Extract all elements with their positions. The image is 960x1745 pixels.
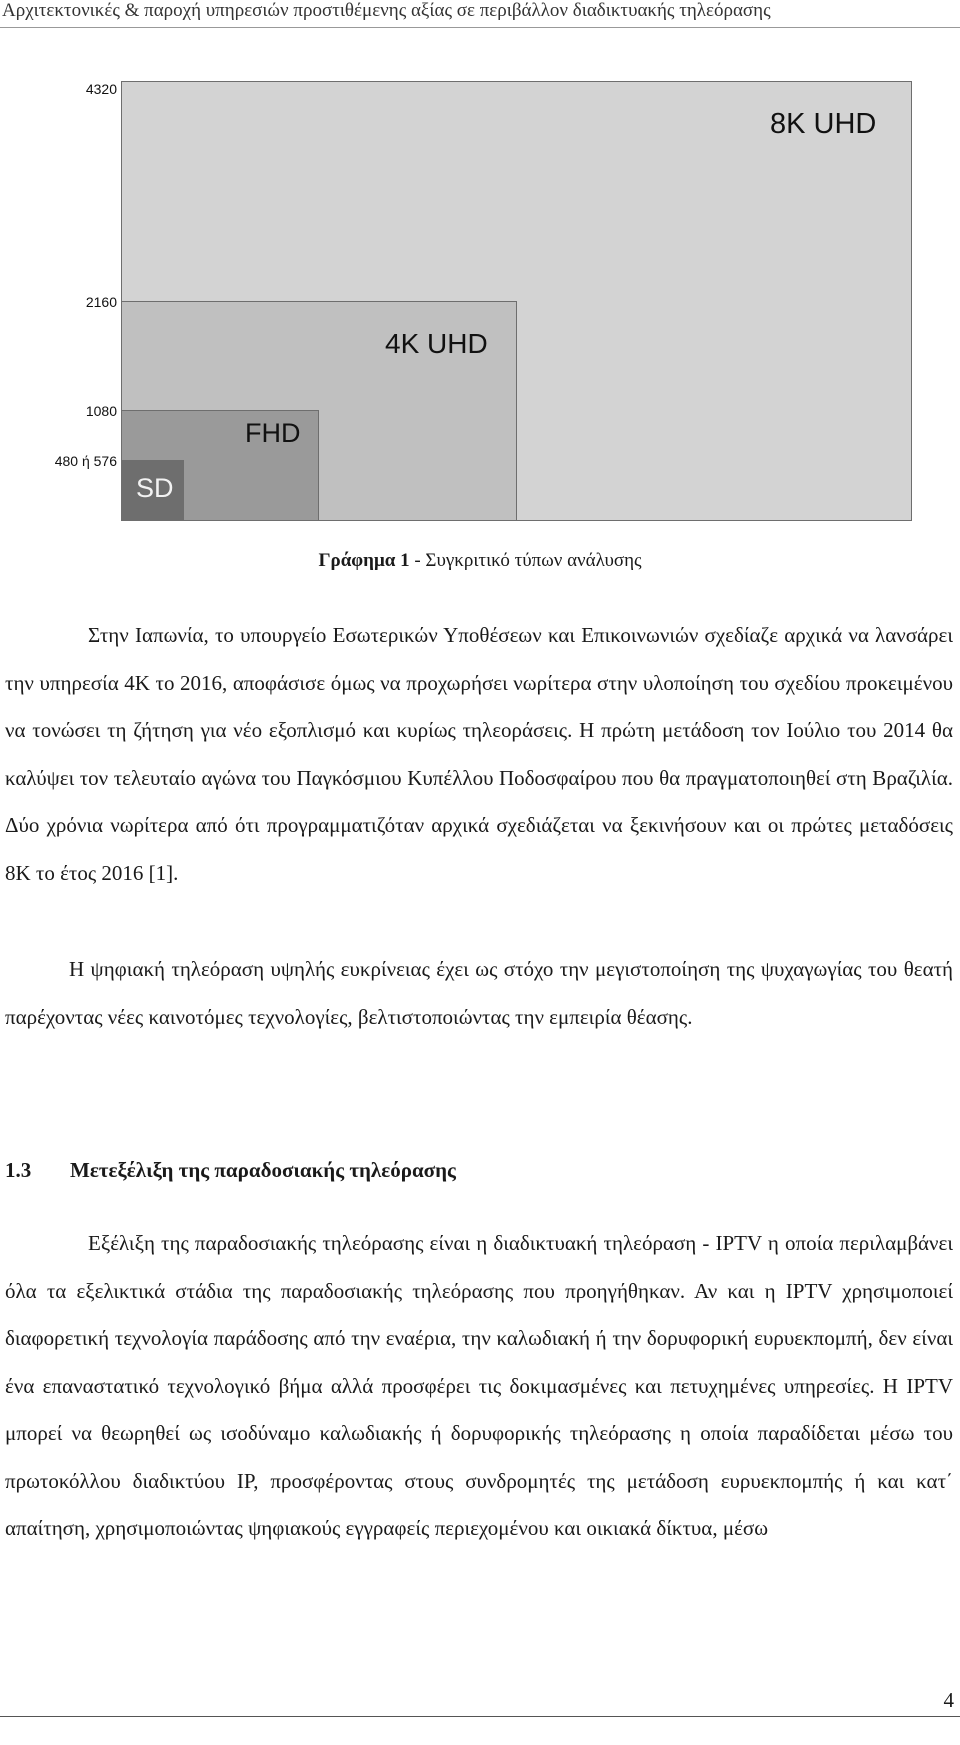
running-header: Αρχιτεκτονικές & παροχή υπηρεσιών προστιθέμενης αξίας σε περιβάλλον διαδικτυακής τηλεόρασης [2, 0, 771, 21]
page-number: 4 [943, 1688, 954, 1712]
caption-label: Γράφημα 1 [318, 550, 410, 571]
paragraph-hdtv-goal: Η ψηφιακή τηλεόραση υψηλής ευκρίνειας έχει ως στόχο την μεγιστοποίηση της ψυχαγωγίας του θεατή παρέχοντας νέες καινοτόμες τεχνολογίες, βελτιστοποιώντας την εμπειρία θέασης. [5, 957, 953, 1029]
tick-label-4320: 4320 [85, 81, 117, 97]
footer-divider [0, 1716, 960, 1717]
header-divider [0, 27, 960, 28]
label-fhd: FHD [245, 418, 301, 448]
tick-label-2160: 2160 [85, 294, 117, 310]
section-heading [5, 1158, 456, 1183]
paragraph-japan-4k: Στην Ιαπωνία, το υπουργείο Εσωτερικών Υποθέσεων και Επικοινωνιών σχεδίαζε αρχικά να λανσάρει την υπηρεσία 4K το 2016, αποφάσισε όμως να προχωρήσει νωρίτερα στην υλοποίηση του σχεδίου προκειμένου να τονώσει τη ζήτηση για νέο εξοπλισμό και κυρίως τηλεοράσεις. Η πρώτη μετάδοση τον Ιούλιο του 2014 θα καλύψει τον τελευταίο αγώνα του Παγκόσμιου Κυπέλλου Ποδοσφαίρου που θα πραγματοποιηθεί στη Βραζιλία. Δύο χρόνια νωρίτερα από ότι προγραμματιζόταν αρχικά σχεδιάζεται να ξεκινήσουν και οι πρώτες μεταδόσεις 8K το έτος 2016 [1]. [5, 623, 953, 885]
paragraph-iptv: Εξέλιξη της παραδοσιακής τηλεόρασης είναι η διαδικτυακή τηλεόραση - IPTV η οποία περιλαμβάνει όλα τα εξελικτικά στάδια της παραδοσιακής τηλεόρασης που προηγήθηκαν. Αν και η IPTV χρησιμοποιεί διαφορετική τεχνολογία παράδοσης από την εναέρια, την καλωδιακή ή την δορυφορική ευρυεκπομπή, δεν είναι ένα επαναστατικό τεχνολογικό βήμα αλλά προσφέρει τις δοκιμασμένες και πετυχημένες υπηρεσίες. Η IPTV μπορεί να θεωρηθεί ως ισοδύναμο καλωδιακής ή δορυφορικής τηλεόρασης η οποία παραδίδεται μέσω του πρωτοκόλλου διαδικτύου IP, προσφέροντας στους συνδρομητές της μετάδοση ευρυεκπομπής ή και κατ΄ απαίτηση, χρησιμοποιώντας ψηφιακούς εγγραφείς περιεχομένου και οικιακά δίκτυα, μέσω [5, 1231, 953, 1540]
label-4k-uhd: 4K UHD [385, 328, 488, 359]
label-8k-uhd: 8K UHD [770, 108, 877, 140]
resolution-comparison-figure [0, 70, 960, 530]
label-sd: SD [136, 473, 174, 503]
figure-caption [0, 550, 960, 572]
caption-text: - Συγκριτικό τύπων ανάλυσης [409, 550, 642, 571]
section-number: 1.3 [5, 1158, 32, 1182]
tick-label-1080: 1080 [85, 403, 117, 419]
tick-label-480-576: 480 ή 576 [54, 453, 117, 469]
section-title: Μετεξέλιξη της παραδοσιακής τηλεόρασης [70, 1158, 456, 1182]
